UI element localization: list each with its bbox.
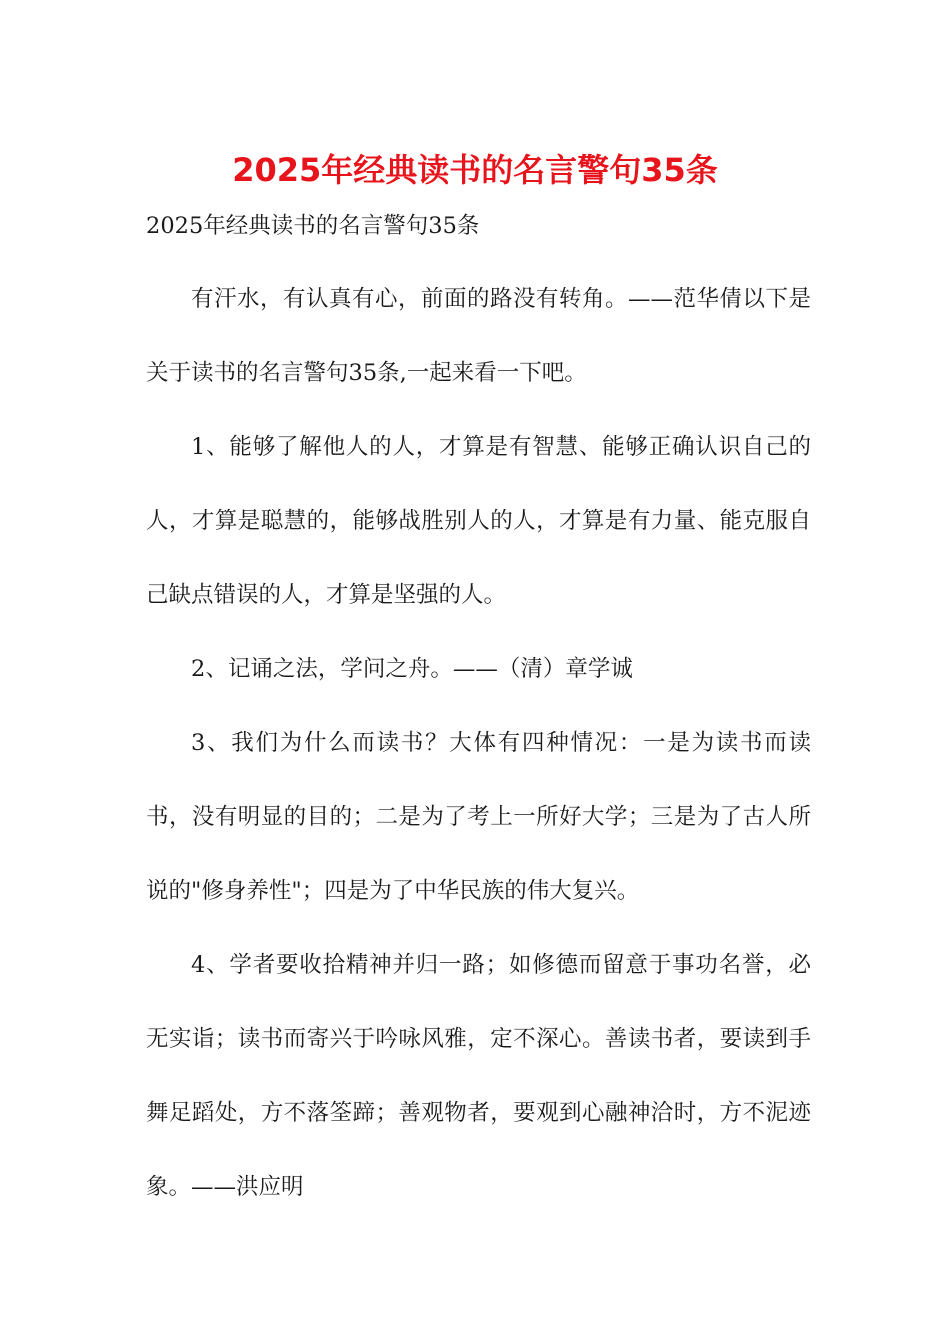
paragraph-intro: 有汗水，有认真有心，前面的路没有转角。——范华倩以下是关于读书的名言警句35条,一起来看一下吧。 — [146, 286, 811, 386]
paragraph-quote-2: 2、记诵之法，学问之舟。——（清）章学诚 — [191, 656, 633, 682]
paragraph-quote-4: 4、学者要收拾精神并归一路；如修德而留意于事功名誉，必无实诣；读书而寄兴于吟咏风雅，定不深心。善读书者，要读到手舞足蹈处，方不落筌蹄；善观物者，要观到心融神洽时，方不泥迹象。——洪应明 — [146, 952, 811, 1200]
paragraph-quote-3: 3、我们为什么而读书？大体有四种情况：一是为读书而读书，没有明显的目的；二是为了考上一所好大学；三是为了古人所说的"修身养性"；四是为了中华民族的伟大复兴。 — [146, 730, 811, 904]
document-title: 2025年经典读书的名言警句35条 — [232, 151, 718, 189]
paragraph-quote-1: 1、能够了解他人的人，才算是有智慧、能够正确认识自己的人，才算是聪慧的，能够战胜别人的人，才算是有力量、能克服自己缺点错误的人，才算是坚强的人。 — [146, 434, 811, 608]
document-subtitle: 2025年经典读书的名言警句35条 — [146, 213, 480, 239]
